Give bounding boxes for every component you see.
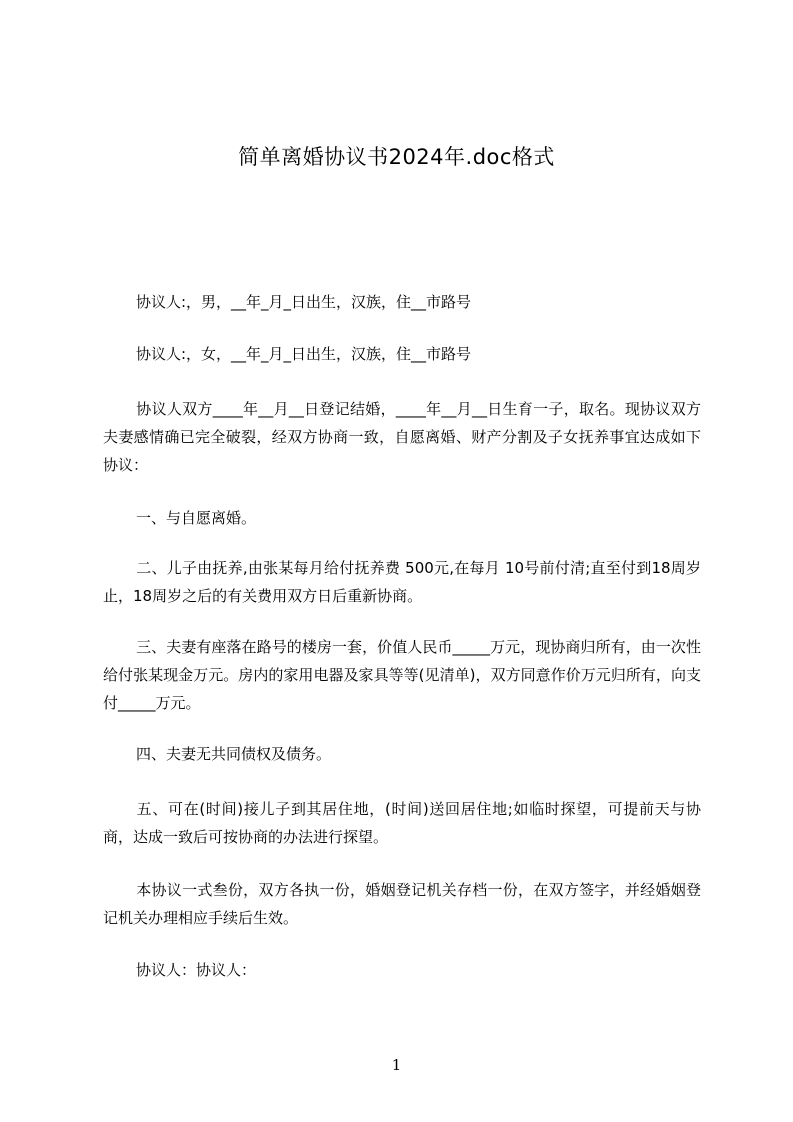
- paragraph-signatures: [103, 956, 701, 984]
- paragraph-text: 一、与自愿离婚。: [136, 509, 257, 527]
- paragraph-text: 三、夫妻有座落在路号的楼房一套，价值人民币_____万元，现协商归所有，由一次性给付张某现金万元。房内的家用电器及家具等等(见清单)，双方同意作价万元归所有，向支付_____万元。: [103, 638, 701, 712]
- paragraph-effectivity: [103, 876, 701, 932]
- paragraph-clause-1: [103, 504, 701, 532]
- paragraph-text: 本协议一式叁份，双方各执一份，婚姻登记机关存档一份，在双方签字，并经婚姻登记机关办理相应手续后生效。: [103, 881, 701, 927]
- paragraph-clause-4: [103, 740, 701, 768]
- paragraph-clause-3: [103, 633, 701, 717]
- paragraph-party-female: [103, 340, 701, 368]
- page-number: 1: [391, 1056, 402, 1074]
- paragraph-clause-2: [103, 554, 701, 610]
- paragraph-text: 协议人：协议人：: [136, 961, 257, 979]
- paragraph-text: 四、夫妻无共同债权及债务。: [136, 745, 332, 763]
- document-title: 简单离婚协议书2024年.doc格式: [238, 145, 555, 169]
- paragraph-text: 二、儿子由抚养,由张某每月给付抚养费 500元,在每月 10号前付清;直至付到18周岁止，18周岁之后的有关费用双方日后重新协商。: [103, 559, 701, 605]
- paragraph-text: 协议人:，男，__年_月_日出生，汉族，住__市路号: [136, 293, 472, 311]
- paragraph-text: 协议人双方____年__月__日登记结婚，____年__月__日生育一子，取名。现协议双方夫妻感情确已完全破裂，经双方协商一致，自愿离婚、财产分割及子女抚养事宜达成如下协议：: [103, 400, 701, 474]
- paragraph-clause-5: [103, 795, 701, 851]
- paragraph-party-male: [103, 288, 701, 316]
- paragraph-text: 协议人:，女，__年_月_日出生，汉族，住__市路号: [136, 345, 472, 363]
- paragraph-preamble: [103, 395, 701, 479]
- paragraph-text: 五、可在(时间)接儿子到其居住地，(时间)送回居住地;如临时探望，可提前天与协商，达成一致后可按协商的办法进行探望。: [103, 800, 701, 846]
